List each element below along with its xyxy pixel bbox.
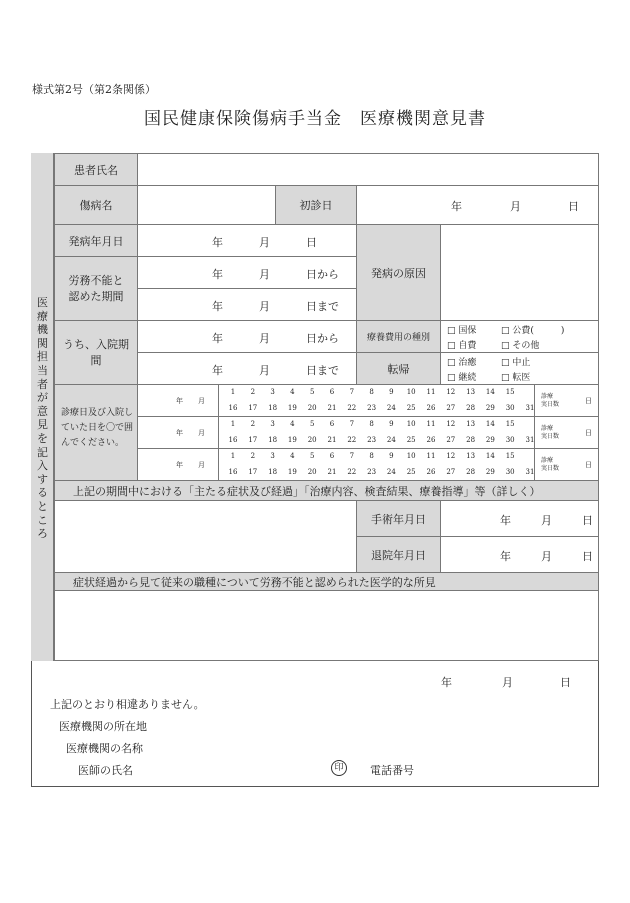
calendar-day[interactable]: 19 bbox=[287, 404, 297, 412]
surgery-date-label: 手術年月日 bbox=[356, 500, 441, 537]
onset-date-label: 発病年月日 bbox=[54, 224, 138, 257]
calendar-day[interactable]: 29 bbox=[485, 468, 495, 476]
calendar-day[interactable]: 2 bbox=[250, 420, 256, 428]
cost-option-public[interactable]: □ 公費( ) bbox=[501, 326, 565, 336]
calendar-day[interactable]: 23 bbox=[367, 404, 377, 412]
calendar-day[interactable]: 24 bbox=[386, 468, 396, 476]
outcome-options bbox=[440, 352, 599, 385]
calendar-day[interactable]: 20 bbox=[307, 436, 317, 444]
calendar-day[interactable]: 10 bbox=[406, 420, 416, 428]
calendar-day[interactable]: 22 bbox=[347, 404, 357, 412]
calendar-day[interactable]: 19 bbox=[287, 468, 297, 476]
calendar-day[interactable]: 14 bbox=[485, 452, 495, 460]
footer-day-unit: 日 bbox=[560, 676, 571, 689]
calendar-day[interactable]: 12 bbox=[446, 420, 456, 428]
calendar-day[interactable]: 18 bbox=[268, 404, 278, 412]
month-unit: 月 bbox=[198, 461, 205, 469]
hospitalization-label: うち、入院期 間 bbox=[54, 320, 138, 385]
calendar-year-month[interactable] bbox=[137, 448, 219, 481]
calendar-day[interactable]: 23 bbox=[367, 468, 377, 476]
calendar-day[interactable]: 28 bbox=[466, 436, 476, 444]
calendar-day[interactable]: 19 bbox=[287, 436, 297, 444]
calendar-day[interactable]: 21 bbox=[327, 468, 337, 476]
certify-text: 上記のとおり相違ありません。 bbox=[50, 698, 205, 711]
calendar-day[interactable]: 28 bbox=[466, 404, 476, 412]
year-unit: 年 bbox=[212, 236, 223, 249]
real-days-field[interactable] bbox=[534, 448, 599, 481]
month-unit: 月 bbox=[259, 332, 270, 345]
year-unit: 年 bbox=[176, 429, 183, 437]
symptoms-field[interactable] bbox=[54, 500, 357, 573]
calendar-day[interactable]: 15 bbox=[505, 388, 515, 396]
incapacity-from-field[interactable] bbox=[137, 256, 357, 289]
calendar-day[interactable]: 14 bbox=[485, 420, 495, 428]
opinion-header: 症状経過から見て従来の職種について労務不能と認められた医学的な所見 bbox=[54, 572, 599, 591]
calendar-day[interactable]: 22 bbox=[347, 436, 357, 444]
calendar-day[interactable]: 26 bbox=[426, 404, 436, 412]
calendar-day[interactable]: 7 bbox=[349, 420, 355, 428]
calendar-day[interactable]: 21 bbox=[327, 436, 337, 444]
calendar-day[interactable]: 27 bbox=[446, 436, 456, 444]
month-unit: 月 bbox=[259, 300, 270, 313]
year-unit: 年 bbox=[176, 397, 183, 405]
cost-option-self[interactable]: □ 自費 bbox=[447, 341, 477, 351]
calendar-day[interactable]: 16 bbox=[228, 436, 238, 444]
calendar-day[interactable]: 20 bbox=[307, 468, 317, 476]
day-unit: 日 bbox=[582, 514, 593, 527]
calendar-day[interactable]: 13 bbox=[466, 388, 476, 396]
calendar-day[interactable]: 6 bbox=[329, 388, 335, 396]
footer-year-unit: 年 bbox=[441, 676, 452, 689]
real-days-label: 診療 実日数 bbox=[541, 393, 560, 408]
calendar-day[interactable]: 12 bbox=[446, 388, 456, 396]
calendar-day[interactable]: 26 bbox=[426, 436, 436, 444]
discharge-date-field[interactable] bbox=[440, 536, 599, 573]
calendar-day[interactable]: 23 bbox=[367, 436, 377, 444]
calendar-day[interactable]: 12 bbox=[446, 452, 456, 460]
calendar-day[interactable]: 15 bbox=[505, 420, 515, 428]
calendar-year-month[interactable] bbox=[137, 384, 219, 417]
cause-label: 発病の原因 bbox=[356, 224, 441, 321]
day-unit: 日 bbox=[568, 200, 579, 213]
cost-type-options bbox=[440, 320, 599, 353]
calendar-days bbox=[218, 448, 535, 481]
calendar-day[interactable]: 13 bbox=[466, 420, 476, 428]
first-visit-label: 初診日 bbox=[275, 185, 357, 225]
cost-type-label: 療養費用の種別 bbox=[356, 320, 441, 353]
diagnosis-field[interactable] bbox=[137, 185, 276, 225]
real-days-label: 診療 実日数 bbox=[541, 425, 560, 440]
calendar-day[interactable]: 8 bbox=[369, 420, 374, 428]
calendar-day[interactable]: 18 bbox=[268, 436, 278, 444]
calendar-day[interactable]: 2 bbox=[250, 388, 256, 396]
year-unit: 年 bbox=[451, 200, 462, 213]
calendar-day[interactable]: 5 bbox=[309, 420, 315, 428]
month-unit: 月 bbox=[541, 550, 552, 563]
institution-name-label: 医療機関の名称 bbox=[66, 742, 143, 755]
side-label: 医 療 機 関 担 当 者 が 意 見 を 記 入 す る と こ ろ bbox=[37, 296, 48, 541]
calendar-day[interactable]: 10 bbox=[406, 388, 416, 396]
calendar-day[interactable]: 3 bbox=[270, 452, 275, 460]
outcome-option-transfer[interactable]: □ 転医 bbox=[501, 373, 531, 383]
calendar-day[interactable]: 8 bbox=[369, 388, 374, 396]
onset-date-field[interactable] bbox=[137, 224, 357, 257]
calendar-day[interactable]: 10 bbox=[406, 452, 416, 460]
day-unit: 日 bbox=[585, 397, 592, 405]
calendar-day[interactable]: 1 bbox=[230, 452, 236, 460]
calendar-day[interactable]: 15 bbox=[505, 452, 515, 460]
calendar-days bbox=[218, 384, 535, 417]
calendar-day[interactable]: 30 bbox=[505, 404, 515, 412]
month-unit: 月 bbox=[198, 429, 205, 437]
day-unit: 日 bbox=[582, 550, 593, 563]
calendar-day[interactable]: 4 bbox=[290, 388, 295, 396]
calendar-day[interactable]: 2 bbox=[250, 452, 256, 460]
calendar-day[interactable]: 13 bbox=[466, 452, 476, 460]
calendar-day[interactable]: 31 bbox=[525, 468, 535, 476]
calendar-day[interactable]: 31 bbox=[525, 436, 535, 444]
calendar-day[interactable]: 8 bbox=[369, 452, 374, 460]
calendar-day[interactable]: 30 bbox=[505, 468, 515, 476]
calendar-day[interactable]: 9 bbox=[389, 420, 394, 428]
patient-name-label: 患者氏名 bbox=[54, 153, 138, 186]
calendar-day[interactable]: 20 bbox=[307, 404, 317, 412]
year-unit: 年 bbox=[500, 550, 511, 563]
from-unit: 日から bbox=[306, 332, 339, 345]
diagnosis-label: 傷病名 bbox=[54, 185, 138, 225]
institution-address-label: 医療機関の所在地 bbox=[59, 720, 147, 733]
incapacity-period-label: 労務不能と 認めた期間 bbox=[54, 256, 138, 321]
hospitalization-until-field[interactable] bbox=[137, 352, 357, 385]
calendar-day[interactable]: 24 bbox=[386, 404, 396, 412]
year-unit: 年 bbox=[212, 332, 223, 345]
calendar-day[interactable]: 11 bbox=[426, 420, 436, 428]
calendar-day[interactable]: 25 bbox=[406, 404, 416, 412]
first-visit-field[interactable] bbox=[356, 185, 599, 225]
year-unit: 年 bbox=[500, 514, 511, 527]
patient-name-field[interactable] bbox=[137, 153, 599, 186]
calendar-day[interactable]: 26 bbox=[426, 468, 436, 476]
real-days-field[interactable] bbox=[534, 416, 599, 449]
calendar-day[interactable]: 16 bbox=[228, 468, 238, 476]
footer-month-unit: 月 bbox=[502, 676, 513, 689]
month-unit: 月 bbox=[510, 200, 521, 213]
calendar-day[interactable]: 5 bbox=[309, 452, 315, 460]
year-unit: 年 bbox=[212, 364, 223, 377]
symptoms-header: 上記の期間中における「主たる症状及び経過」「治療内容、検査結果、療養指導」等（詳しく） bbox=[54, 480, 599, 501]
calendar-day[interactable]: 25 bbox=[406, 468, 416, 476]
calendar-day[interactable]: 4 bbox=[290, 452, 295, 460]
cost-option-other[interactable]: □ その他 bbox=[501, 341, 540, 351]
calendar-day[interactable]: 16 bbox=[228, 404, 238, 412]
day-unit: 日 bbox=[585, 429, 592, 437]
day-unit: 日 bbox=[306, 236, 317, 249]
outcome-option-stopped[interactable]: □ 中止 bbox=[501, 358, 531, 368]
calendar-day[interactable]: 21 bbox=[327, 404, 337, 412]
outcome-label: 転帰 bbox=[356, 352, 441, 385]
until-unit: 日まで bbox=[306, 364, 339, 377]
hospitalization-from-field[interactable] bbox=[137, 320, 357, 353]
opinion-field[interactable] bbox=[54, 590, 599, 661]
calendar-day[interactable]: 7 bbox=[349, 388, 355, 396]
calendar-day[interactable]: 1 bbox=[230, 388, 236, 396]
calendar-day[interactable]: 3 bbox=[270, 420, 275, 428]
calendar-day[interactable]: 7 bbox=[349, 452, 355, 460]
until-unit: 日まで bbox=[306, 300, 339, 313]
calendar-day[interactable]: 11 bbox=[426, 388, 436, 396]
calendar-day[interactable]: 17 bbox=[248, 404, 258, 412]
calendar-day[interactable]: 4 bbox=[290, 420, 295, 428]
day-unit: 日 bbox=[585, 461, 592, 469]
month-unit: 月 bbox=[259, 268, 270, 281]
calendar-day[interactable]: 27 bbox=[446, 404, 456, 412]
calendar-day[interactable]: 27 bbox=[446, 468, 456, 476]
year-unit: 年 bbox=[212, 268, 223, 281]
calendar-day[interactable]: 28 bbox=[466, 468, 476, 476]
cause-field[interactable] bbox=[440, 224, 599, 321]
month-unit: 月 bbox=[259, 364, 270, 377]
calendar-day[interactable]: 31 bbox=[525, 404, 535, 412]
year-unit: 年 bbox=[176, 461, 183, 469]
calendar-day[interactable]: 25 bbox=[406, 436, 416, 444]
phone-label: 電話番号 bbox=[370, 764, 414, 777]
calendar-day[interactable]: 30 bbox=[505, 436, 515, 444]
month-unit: 月 bbox=[198, 397, 205, 405]
real-days-label: 診療 実日数 bbox=[541, 457, 560, 472]
calendar-day[interactable]: 11 bbox=[426, 452, 436, 460]
document-title: 国民健康保険傷病手当金 医療機関意見書 bbox=[144, 109, 486, 129]
calendar-day[interactable]: 29 bbox=[485, 436, 495, 444]
seal-mark: 印 bbox=[331, 760, 347, 776]
calendar-day[interactable]: 17 bbox=[248, 468, 258, 476]
calendar-days bbox=[218, 416, 535, 449]
calendar-year-month[interactable] bbox=[137, 416, 219, 449]
calendar-day[interactable]: 18 bbox=[268, 468, 278, 476]
year-unit: 年 bbox=[212, 300, 223, 313]
calendar-day[interactable]: 9 bbox=[389, 388, 394, 396]
calendar-day[interactable]: 5 bbox=[309, 388, 315, 396]
calendar-day[interactable]: 22 bbox=[347, 468, 357, 476]
real-days-field[interactable] bbox=[534, 384, 599, 417]
calendar-day[interactable]: 9 bbox=[389, 452, 394, 460]
from-unit: 日から bbox=[306, 268, 339, 281]
calendar-day[interactable]: 6 bbox=[329, 452, 335, 460]
calendar-day[interactable]: 24 bbox=[386, 436, 396, 444]
doctor-name-label: 医師の氏名 bbox=[78, 764, 133, 777]
treatment-days-label: 診療日及び入院していた日を〇で囲んでください。 bbox=[54, 384, 138, 481]
month-unit: 月 bbox=[541, 514, 552, 527]
month-unit: 月 bbox=[259, 236, 270, 249]
incapacity-until-field[interactable] bbox=[137, 288, 357, 321]
discharge-date-label: 退院年月日 bbox=[356, 536, 441, 573]
outcome-option-continuing[interactable]: □ 継続 bbox=[447, 373, 477, 383]
calendar-day[interactable]: 6 bbox=[329, 420, 335, 428]
form-id: 様式第2号（第2条関係） bbox=[32, 83, 156, 96]
calendar-day[interactable]: 3 bbox=[270, 388, 275, 396]
calendar-day[interactable]: 29 bbox=[485, 404, 495, 412]
calendar-day[interactable]: 1 bbox=[230, 420, 236, 428]
surgery-date-field[interactable] bbox=[440, 500, 599, 537]
calendar-day[interactable]: 14 bbox=[485, 388, 495, 396]
cost-option-kokuho[interactable]: □ 国保 bbox=[447, 326, 477, 336]
calendar-day[interactable]: 17 bbox=[248, 436, 258, 444]
outcome-option-cured[interactable]: □ 治癒 bbox=[447, 358, 477, 368]
